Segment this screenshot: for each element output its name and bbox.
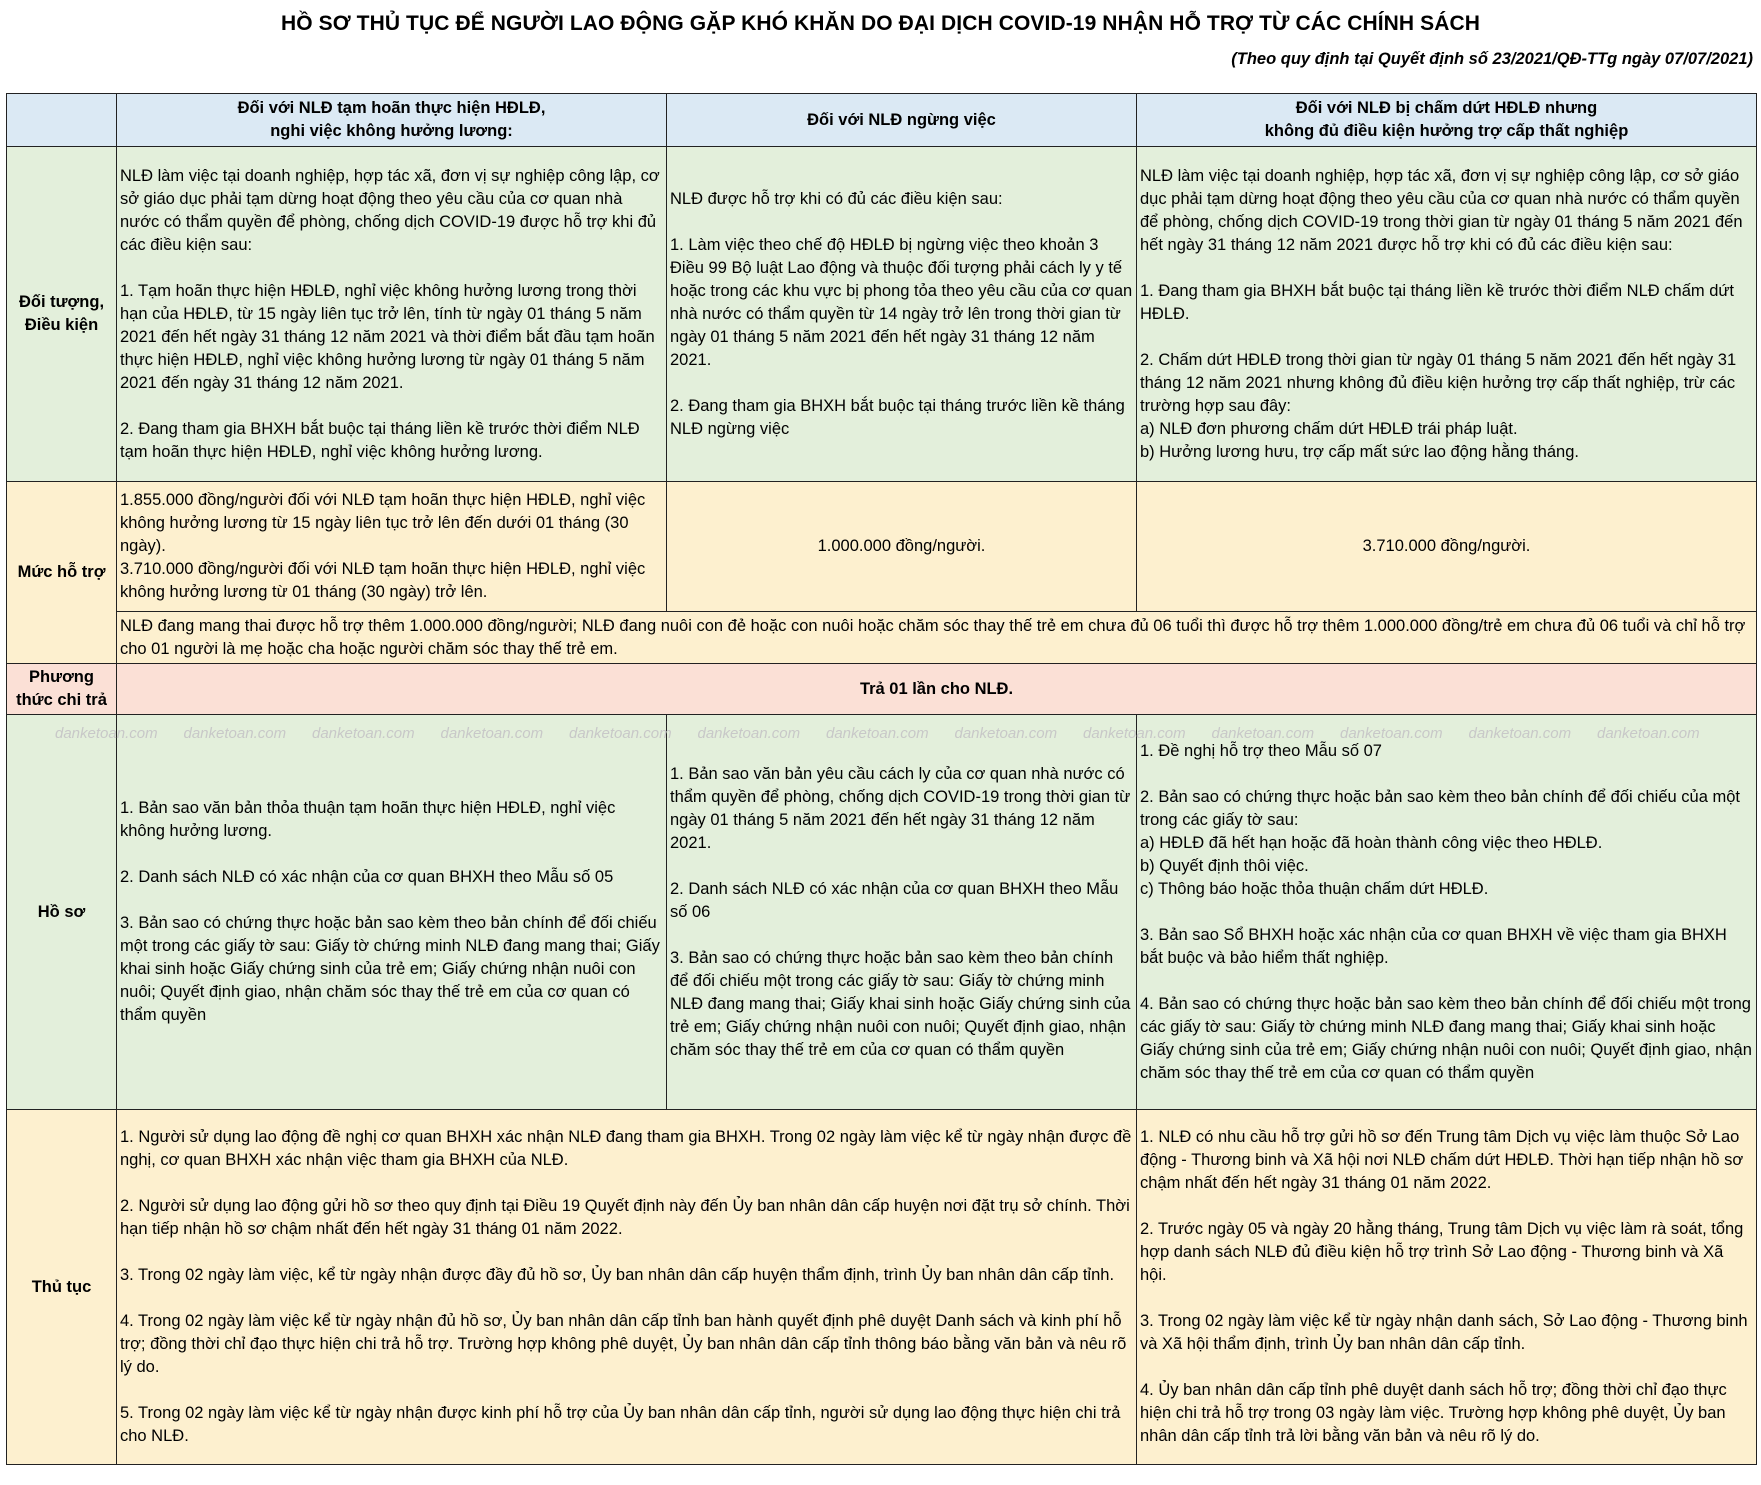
watermark-text: danketoan.com <box>183 725 287 742</box>
watermark-text: danketoan.com <box>697 725 801 742</box>
watermark-text: danketoan.com <box>55 725 158 742</box>
row-ho-so <box>7 715 1757 1110</box>
cell-doi-tuong-cham-dut: NLĐ làm việc tại doanh nghiệp, hợp tác xã, đơn vị sự nghiệp công lập, cơ sở giáo dục phải tạm dừng hoạt động theo yêu cầu của cơ quan nhà nước có thẩm quyền để phòng, chống dịch COVID-19 trong thời gian từ ngày 01 tháng 5 năm 2021 đến hết ngày 31 tháng 12 năm 2021 được hỗ trợ khi có đủ các điều kiện sau: 1. Đang tham gia BHXH bắt buộc tại tháng liền kề trước thời điểm NLĐ chấm dứt HĐLĐ. 2. Chấm dứt HĐLĐ trong thời gian từ ngày 01 tháng 5 năm 2021 đến hết ngày 31 tháng 12 năm 2021 nhưng không đủ điều kiện hưởng trợ cấp thất nghiệp, trừ các trường hợp sau đây: a) NLĐ đơn phương chấm dứt HĐLĐ trái pháp luật. b) Hưởng lương hưu, trợ cấp mất sức lao động hằng tháng. <box>1137 147 1757 482</box>
cell-ho-so-ngung-viec: 1. Bản sao văn bản yêu cầu cách ly của cơ quan nhà nước có thẩm quyền để phòng, chống dịch COVID-19 trong thời gian từ ngày 01 tháng 5 năm 2021 đến hết ngày 31 tháng 12 năm 2021. 2. Danh sách NLĐ có xác nhận của cơ quan BHXH theo Mẫu số 06 3. Bản sao có chứng thực hoặc bản sao kèm theo bản chính để đối chiếu một trong các giấy tờ sau: Giấy tờ chứng minh NLĐ đang mang thai; Giấy khai sinh hoặc Giấy chứng sinh của trẻ em; Giấy chứng nhận nuôi con nuôi; Quyết định giao, nhận chăm sóc thay thế trẻ em của cơ quan có thẩm quyền <box>667 715 1137 1110</box>
row-phuong-thuc <box>7 664 1757 715</box>
row-label-thu-tuc: Thủ tục <box>7 1110 117 1465</box>
watermark-text: danketoan.com <box>1597 725 1700 742</box>
cell-ho-so-cham-dut: 1. Đề nghị hỗ trợ theo Mẫu số 07 2. Bản sao có chứng thực hoặc bản sao kèm theo bản chính để đối chiếu của một trong các giấy tờ sau: a) HĐLĐ đã hết hạn hoặc đã hoàn thành công việc theo HĐLĐ. b) Quyết định thôi việc. c) Thông báo hoặc thỏa thuận chấm dứt HĐLĐ. 3. Bản sao Sổ BHXH hoặc xác nhận của cơ quan BHXH về việc tham gia BHXH bắt buộc và bảo hiểm thất nghiệp. 4. Bản sao có chứng thực hoặc bản sao kèm theo bản chính để đối chiếu một trong các giấy tờ sau: Giấy tờ chứng minh NLĐ đang mang thai; Giấy khai sinh hoặc Giấy chứng sinh của trẻ em; Giấy chứng nhận nuôi con nuôi; Quyết định giao, nhận chăm sóc thay thế trẻ em của cơ quan có thẩm quyền <box>1137 715 1757 1110</box>
row-label-ho-so: Hồ sơ <box>7 715 117 1110</box>
watermark-text: danketoan.com <box>569 725 672 742</box>
row-label-phuong-thuc: Phương thức chi trả <box>7 664 117 715</box>
cell-thu-tuc-cham-dut: 1. NLĐ có nhu cầu hỗ trợ gửi hồ sơ đến Trung tâm Dịch vụ việc làm thuộc Sở Lao động - Thương binh và Xã hội nơi NLĐ chấm dứt HĐLĐ. Thời hạn tiếp nhận hồ sơ chậm nhất đến hết ngày 31 tháng 01 năm 2022. 2. Trước ngày 05 và ngày 20 hằng tháng, Trung tâm Dịch vụ việc làm rà soát, tổng hợp danh sách NLĐ đủ điều kiện hỗ trợ trình Sở Lao động - Thương binh và Xã hội. 3. Trong 02 ngày làm việc kể từ ngày nhận danh sách, Sở Lao động - Thương binh và Xã hội thẩm định, trình Ủy ban nhân dân cấp tỉnh. 4. Ủy ban nhân dân cấp tỉnh phê duyệt danh sách hỗ trợ; đồng thời chỉ đạo thực hiện chi trả hỗ trợ trong 03 ngày làm việc. Trường hợp không phê duyệt, Ủy ban nhân dân cấp tỉnh trả lời bằng văn bản và nêu rõ lý do. <box>1137 1110 1757 1465</box>
watermark-text: danketoan.com <box>1083 725 1186 742</box>
cell-muc-ho-tro-them: NLĐ đang mang thai được hỗ trợ thêm 1.000.000 đồng/người; NLĐ đang nuôi con đẻ hoặc con nuôi hoặc chăm sóc thay thế trẻ em chưa đủ 06 tuổi thì được hỗ trợ thêm 1.000.000 đồng/trẻ em chưa đủ 06 tuổi và chỉ hỗ trợ cho 01 người là mẹ hoặc cha hoặc người chăm sóc thay thế trẻ em. <box>117 612 1757 664</box>
cell-muc-ho-tro-ngung-viec: 1.000.000 đồng/người. <box>667 482 1137 612</box>
cell-ho-so-tam-hoan: 1. Bản sao văn bản thỏa thuận tạm hoãn thực hiện HĐLĐ, nghỉ việc không hưởng lương. 2. Danh sách NLĐ có xác nhận của cơ quan BHXH theo Mẫu số 05 3. Bản sao có chứng thực hoặc bản sao kèm theo bản chính để đối chiếu một trong các giấy tờ sau: Giấy tờ chứng minh NLĐ đang mang thai; Giấy khai sinh hoặc Giấy chứng sinh của trẻ em; Giấy chứng nhận nuôi con nuôi; Quyết định giao, nhận chăm sóc thay thế trẻ em của cơ quan có thẩm quyền <box>117 715 667 1110</box>
row-thu-tuc <box>7 1110 1757 1465</box>
watermark-text: danketoan.com <box>1468 725 1572 742</box>
watermark-text: danketoan.com <box>312 725 415 742</box>
header-col-ngung-viec: Đối với NLĐ ngừng việc <box>667 94 1137 147</box>
watermark-text: danketoan.com <box>1340 725 1443 742</box>
cell-muc-ho-tro-tam-hoan: 1.855.000 đồng/người đối với NLĐ tạm hoãn thực hiện HĐLĐ, nghỉ việc không hưởng lương từ 15 ngày liên tục trở lên đến dưới 01 tháng (30 ngày). 3.710.000 đồng/người đối với NLĐ tạm hoãn thực hiện HĐLĐ, nghỉ việc không hưởng lương từ 01 tháng (30 ngày) trở lên. <box>117 482 667 612</box>
row-label-muc-ho-tro: Mức hỗ trợ <box>7 482 117 664</box>
watermark-text: danketoan.com <box>954 725 1058 742</box>
cell-muc-ho-tro-cham-dut: 3.710.000 đồng/người. <box>1137 482 1757 612</box>
header-col-tam-hoan: Đối với NLĐ tạm hoãn thực hiện HĐLĐ, nghi việc không hưởng lương: <box>117 94 667 147</box>
row-label-doi-tuong: Đối tượng, Điều kiện <box>7 147 117 482</box>
cell-phuong-thuc: Trả 01 lần cho NLĐ. <box>117 664 1757 715</box>
row-doi-tuong <box>7 147 1757 482</box>
header-row <box>7 94 1757 147</box>
header-col-cham-dut: Đối với NLĐ bị chấm dứt HĐLĐ nhưng không đủ điều kiện hưởng trợ cấp thất nghiệp <box>1137 94 1757 147</box>
policy-table <box>6 93 1757 1465</box>
watermark-text: danketoan.com <box>1211 725 1315 742</box>
cell-doi-tuong-tam-hoan: NLĐ làm việc tại doanh nghiệp, hợp tác xã, đơn vị sự nghiệp công lập, cơ sở giáo dục phải tạm dừng hoạt động theo yêu cầu của cơ quan nhà nước có thẩm quyền để phòng, chống dịch COVID-19 được hỗ trợ khi đủ các điều kiện sau: 1. Tạm hoãn thực hiện HĐLĐ, nghỉ việc không hưởng lương trong thời hạn của HĐLĐ, từ 15 ngày liên tục trở lên, tính từ ngày 01 tháng 5 năm 2021 đến hết ngày 31 tháng 12 năm 2021 và thời điểm bắt đầu tạm hoãn thực hiện HĐLĐ, nghỉ việc không hưởng lương từ ngày 01 tháng 5 năm 2021 đến ngày 31 tháng 12 năm 2021. 2. Đang tham gia BHXH bắt buộc tại tháng liền kề trước thời điểm NLĐ tạm hoãn thực hiện HĐLĐ, nghỉ việc không hưởng lương. <box>117 147 667 482</box>
row-muc-ho-tro-extra <box>7 612 1757 664</box>
header-corner <box>7 94 117 147</box>
page-subtitle: (Theo quy định tại Quyết định số 23/2021/QĐ-TTg ngày 07/07/2021) <box>1231 50 1753 68</box>
page-title: HỒ SƠ THỦ TỤC ĐỂ NGƯỜI LAO ĐỘNG GẶP KHÓ KHĂN DO ĐẠI DỊCH COVID-19 NHẬN HỖ TRỢ TỪ CÁC CHÍNH SÁCH <box>280 12 1481 35</box>
watermark-text: danketoan.com <box>826 725 929 742</box>
watermark-text: danketoan.com <box>440 725 544 742</box>
cell-thu-tuc-tam-hoan-ngung-viec: 1. Người sử dụng lao động đề nghị cơ quan BHXH xác nhận NLĐ đang tham gia BHXH. Trong 02 ngày làm việc kể từ ngày nhận được đề nghị, cơ quan BHXH xác nhận việc tham gia BHXH của NLĐ. 2. Người sử dụng lao động gửi hồ sơ theo quy định tại Điều 19 Quyết định này đến Ủy ban nhân dân cấp huyện nơi đặt trụ sở chính. Thời hạn tiếp nhận hồ sơ chậm nhất đến hết ngày 31 tháng 01 năm 2022. 3. Trong 02 ngày làm việc, kể từ ngày nhận được đầy đủ hồ sơ, Ủy ban nhân dân cấp huyện thẩm định, trình Ủy ban nhân dân cấp tỉnh. 4. Trong 02 ngày làm việc kể từ ngày nhận đủ hồ sơ, Ủy ban nhân dân cấp tỉnh ban hành quyết định phê duyệt Danh sách và kinh phí hỗ trợ; đồng thời chỉ đạo thực hiện chi trả hỗ trợ. Trường hợp không phê duyệt, Ủy ban nhân dân cấp tỉnh thông báo bằng văn bản và nêu rõ lý do. 5. Trong 02 ngày làm việc kể từ ngày nhận được kinh phí hỗ trợ của Ủy ban nhân dân cấp tỉnh, người sử dụng lao động thực hiện chi trả cho NLĐ. <box>117 1110 1137 1465</box>
row-muc-ho-tro <box>7 482 1757 612</box>
cell-doi-tuong-ngung-viec: NLĐ được hỗ trợ khi có đủ các điều kiện sau: 1. Làm việc theo chế độ HĐLĐ bị ngừng việc theo khoản 3 Điều 99 Bộ luật Lao động và thuộc đối tượng phải cách ly y tế hoặc trong các khu vực bị phong tỏa theo yêu cầu của cơ quan nhà nước có thẩm quyền từ 14 ngày trở lên trong thời gian từ ngày 01 tháng 5 năm 2021 đến hết ngày 31 tháng 12 năm 2021. 2. Đang tham gia BHXH bắt buộc tại tháng trước liền kề tháng NLĐ ngừng việc <box>667 147 1137 482</box>
